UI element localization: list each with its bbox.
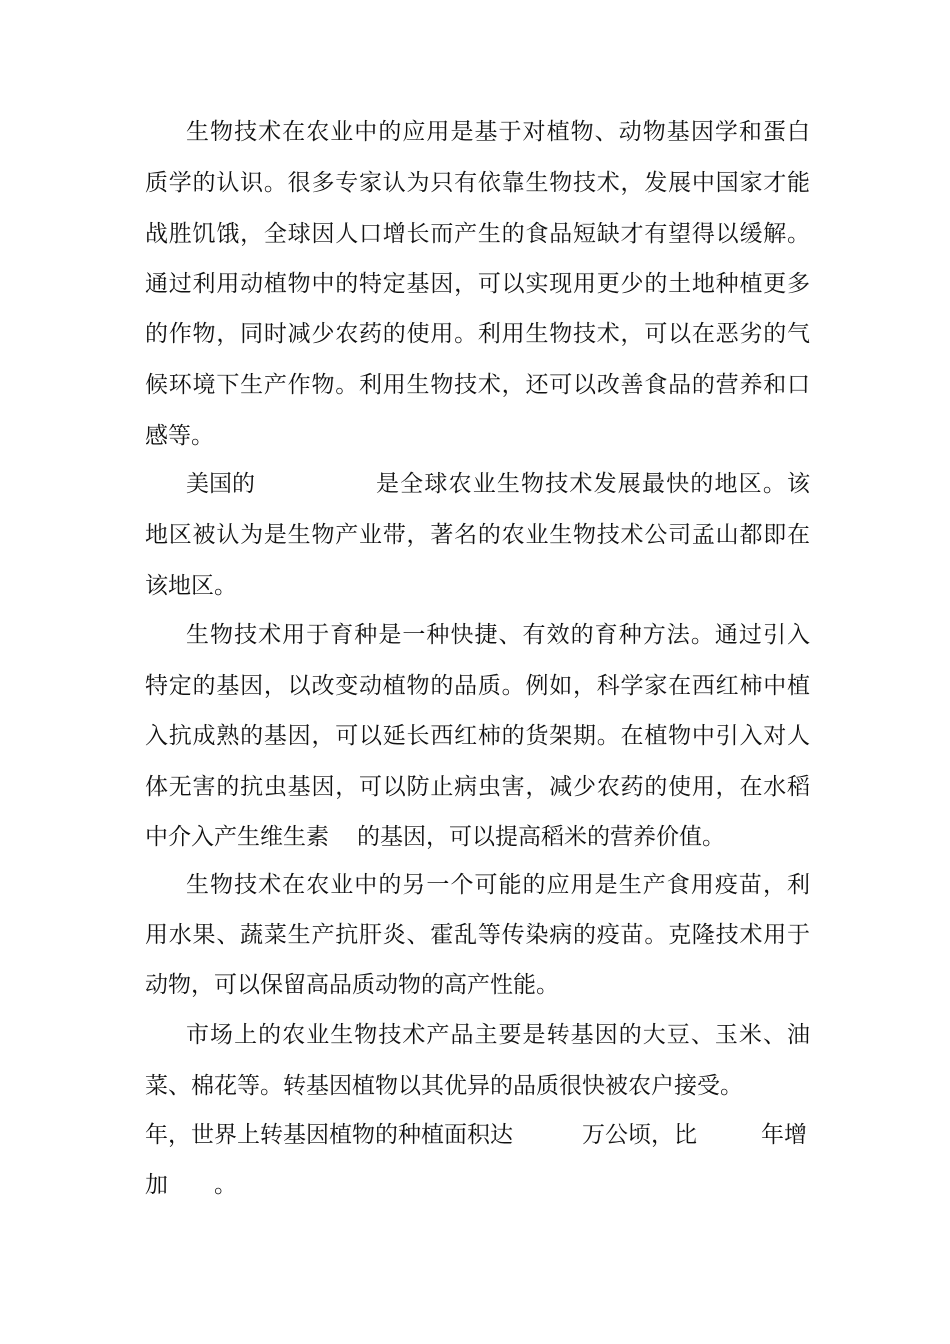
paragraph-1-line-2: 质学的认识。很多专家认为只有依靠生物技术，发展中国家才能 — [145, 170, 810, 196]
paragraph-2-line-1-start: 美国的 — [186, 471, 255, 497]
paragraph-1-line-5: 的作物，同时减少农药的使用。利用生物技术，可以在恶劣的气 — [145, 321, 810, 347]
paragraph-1-line-1: 生物技术在农业中的应用是基于对植物、动物基因学和蛋白 — [186, 119, 810, 145]
paragraph-2-line-3: 该地区。 — [145, 573, 237, 599]
paragraph-1-line-7: 感等。 — [145, 423, 214, 449]
paragraph-5-line-4-end: 。 — [214, 1172, 237, 1198]
paragraph-5-line-2: 菜、棉花等。转基因植物以其优异的品质很快被农户接受。 — [145, 1073, 743, 1099]
paragraph-3-line-5-start: 中介入产生维生素 — [145, 824, 329, 850]
paragraph-5-line-3-start: 年，世界上转基因植物的种植面积达 — [145, 1122, 513, 1148]
paragraph-1-line-3: 战胜饥饿，全球因人口增长而产生的食品短缺才有望得以缓解。 — [145, 221, 810, 247]
paragraph-3-line-1: 生物技术用于育种是一种快捷、有效的育种方法。通过引入 — [186, 622, 810, 648]
paragraph-3-line-4: 体无害的抗虫基因，可以防止病虫害，减少农药的使用，在水稻 — [145, 774, 810, 800]
paragraph-3-line-3: 入抗成熟的基因，可以延长西红柿的货架期。在植物中引入对人 — [145, 723, 810, 749]
paragraph-5-line-3-end: 年增 — [761, 1122, 807, 1148]
paragraph-5-line-4-start: 加 — [145, 1172, 168, 1198]
paragraph-5-line-3-middle: 万公顷，比 — [582, 1122, 697, 1148]
paragraph-3-line-5-end: 的基因，可以提高稻米的营养价值。 — [357, 824, 725, 850]
paragraph-1-line-6: 候环境下生产作物。利用生物技术，还可以改善食品的营养和口 — [145, 372, 810, 398]
paragraph-4-line-3: 动物，可以保留高品质动物的高产性能。 — [145, 972, 559, 998]
paragraph-2-line-1-end: 是全球农业生物技术发展最快的地区。该 — [376, 471, 810, 497]
paragraph-2-line-2: 地区被认为是生物产业带，著名的农业生物技术公司孟山都即在 — [145, 522, 810, 548]
paragraph-4-line-1: 生物技术在农业中的另一个可能的应用是生产食用疫苗，利 — [186, 872, 810, 898]
paragraph-4-line-2: 用水果、蔬菜生产抗肝炎、霍乱等传染病的疫苗。克隆技术用于 — [145, 922, 810, 948]
paragraph-1-line-4: 通过利用动植物中的特定基因，可以实现用更少的土地种植更多 — [145, 271, 810, 297]
paragraph-3-line-2: 特定的基因，以改变动植物的品质。例如，科学家在西红柿中植 — [145, 673, 810, 699]
paragraph-5-line-1: 市场上的农业生物技术产品主要是转基因的大豆、玉米、油 — [186, 1022, 810, 1048]
